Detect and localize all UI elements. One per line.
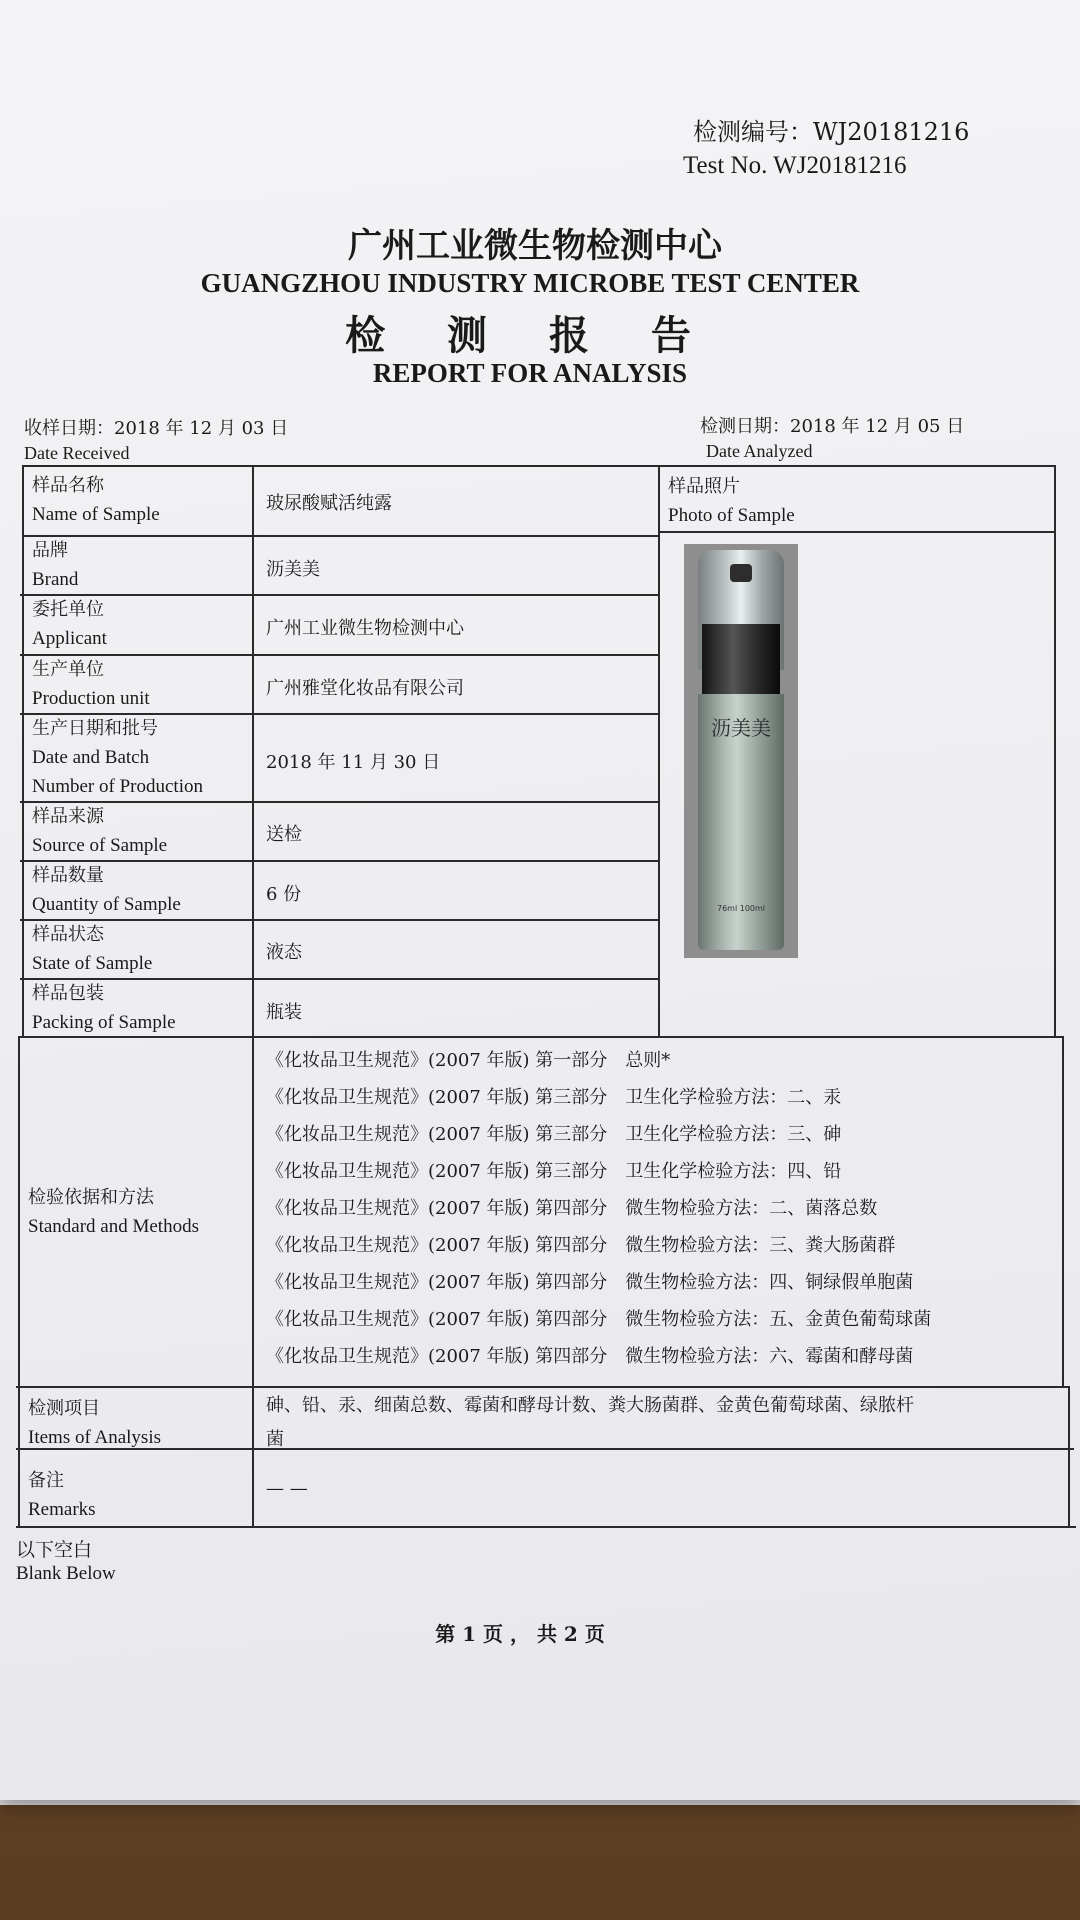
organization-name-en: GUANGZHOU INDUSTRY MICROBE TEST CENTER bbox=[200, 268, 860, 298]
items-value-line: 菌 bbox=[266, 1429, 284, 1450]
sample-name-value: 玻尿酸赋活纯露 bbox=[266, 493, 392, 514]
date-analyzed-en: Date Analyzed bbox=[706, 441, 813, 461]
date-analyzed-cn: 检测日期：2018 年 12 月 05 日 bbox=[700, 416, 965, 437]
report-title-en: REPORT FOR ANALYSIS bbox=[372, 358, 688, 388]
remarks-label: 备注 Remarks bbox=[28, 1470, 96, 1520]
test-number-cn: 检测编号：WJ20181216 bbox=[693, 118, 970, 146]
sample-state-label: 样品状态 State of Sample bbox=[32, 924, 153, 974]
methods-label: 检验依据和方法 Standard and Methods bbox=[28, 1187, 199, 1237]
method-line: 《化妆品卫生规范》(2007 年版) 第一部分 总则* bbox=[266, 1050, 671, 1071]
sample-source-label: 样品来源 Source of Sample bbox=[32, 806, 168, 856]
method-line: 《化妆品卫生规范》(2007 年版) 第四部分 微生物检验方法：三、粪大肠菌群 bbox=[266, 1235, 896, 1256]
photo-label: 样品照片 Photo of Sample bbox=[668, 476, 795, 526]
method-line: 《化妆品卫生规范》(2007 年版) 第四部分 微生物检验方法：二、菌落总数 bbox=[266, 1198, 878, 1219]
organization-name-cn: 广州工业微生物检测中心 bbox=[348, 226, 722, 266]
blank-below-cn: 以下空白 bbox=[16, 1539, 93, 1561]
sample-name-label: 样品名称 Name of Sample bbox=[32, 475, 160, 525]
method-line: 《化妆品卫生规范》(2007 年版) 第三部分 卫生化学检验方法：三、砷 bbox=[266, 1124, 842, 1145]
sample-quantity-label: 样品数量 Quantity of Sample bbox=[32, 865, 181, 915]
sample-state-value: 液态 bbox=[266, 942, 302, 963]
test-number-en: Test No. WJ20181216 bbox=[683, 152, 907, 179]
date-received-cn: 收样日期：2018 年 12 月 03 日 bbox=[24, 418, 289, 439]
production-date-value: 2018 年 11 月 30 日 bbox=[266, 752, 441, 773]
sample-packing-label: 样品包装 Packing of Sample bbox=[32, 983, 176, 1033]
items-value-line: 砷、铅、汞、细菌总数、霉菌和酵母计数、粪大肠菌群、金黄色葡萄球菌、绿脓杆 bbox=[266, 1395, 914, 1416]
sample-quantity-value: 6 份 bbox=[266, 884, 302, 905]
production-date-label: 生产日期和批号 Date and Batch Number of Production bbox=[32, 718, 203, 797]
method-line: 《化妆品卫生规范》(2007 年版) 第三部分 卫生化学检验方法：二、汞 bbox=[266, 1087, 842, 1108]
sample-photo bbox=[684, 544, 798, 958]
brand-value: 沥美美 bbox=[266, 559, 320, 580]
method-line: 《化妆品卫生规范》(2007 年版) 第三部分 卫生化学检验方法：四、铅 bbox=[266, 1161, 842, 1182]
sample-source-value: 送检 bbox=[266, 824, 302, 845]
production-unit-label: 生产单位 Production unit bbox=[32, 659, 150, 709]
applicant-value: 广州工业微生物检测中心 bbox=[266, 618, 464, 639]
remarks-value: — — bbox=[266, 1478, 308, 1499]
items-label: 检测项目 Items of Analysis bbox=[28, 1398, 161, 1448]
brand-label: 品牌 Brand bbox=[32, 540, 79, 590]
blank-below-en: Blank Below bbox=[16, 1563, 116, 1584]
method-line: 《化妆品卫生规范》(2007 年版) 第四部分 微生物检验方法：四、铜绿假单胞菌 bbox=[266, 1272, 914, 1293]
applicant-label: 委托单位 Applicant bbox=[32, 599, 107, 649]
page-number: 第 1 页 ， 共 2 页 bbox=[435, 1622, 605, 1646]
sample-packing-value: 瓶装 bbox=[266, 1002, 302, 1023]
bottle-volume-text: 76ml 100ml bbox=[716, 904, 766, 913]
date-received-en: Date Received bbox=[24, 443, 130, 463]
method-line: 《化妆品卫生规范》(2007 年版) 第四部分 微生物检验方法：六、霉菌和酵母菌 bbox=[266, 1346, 914, 1367]
bottle-brand-text: 沥美美 bbox=[711, 716, 771, 740]
report-title-cn: 检 测 报 告 bbox=[345, 313, 715, 359]
production-unit-value: 广州雅堂化妆品有限公司 bbox=[266, 678, 464, 699]
method-line: 《化妆品卫生规范》(2007 年版) 第四部分 微生物检验方法：五、金黄色葡萄球菌 bbox=[266, 1309, 932, 1330]
